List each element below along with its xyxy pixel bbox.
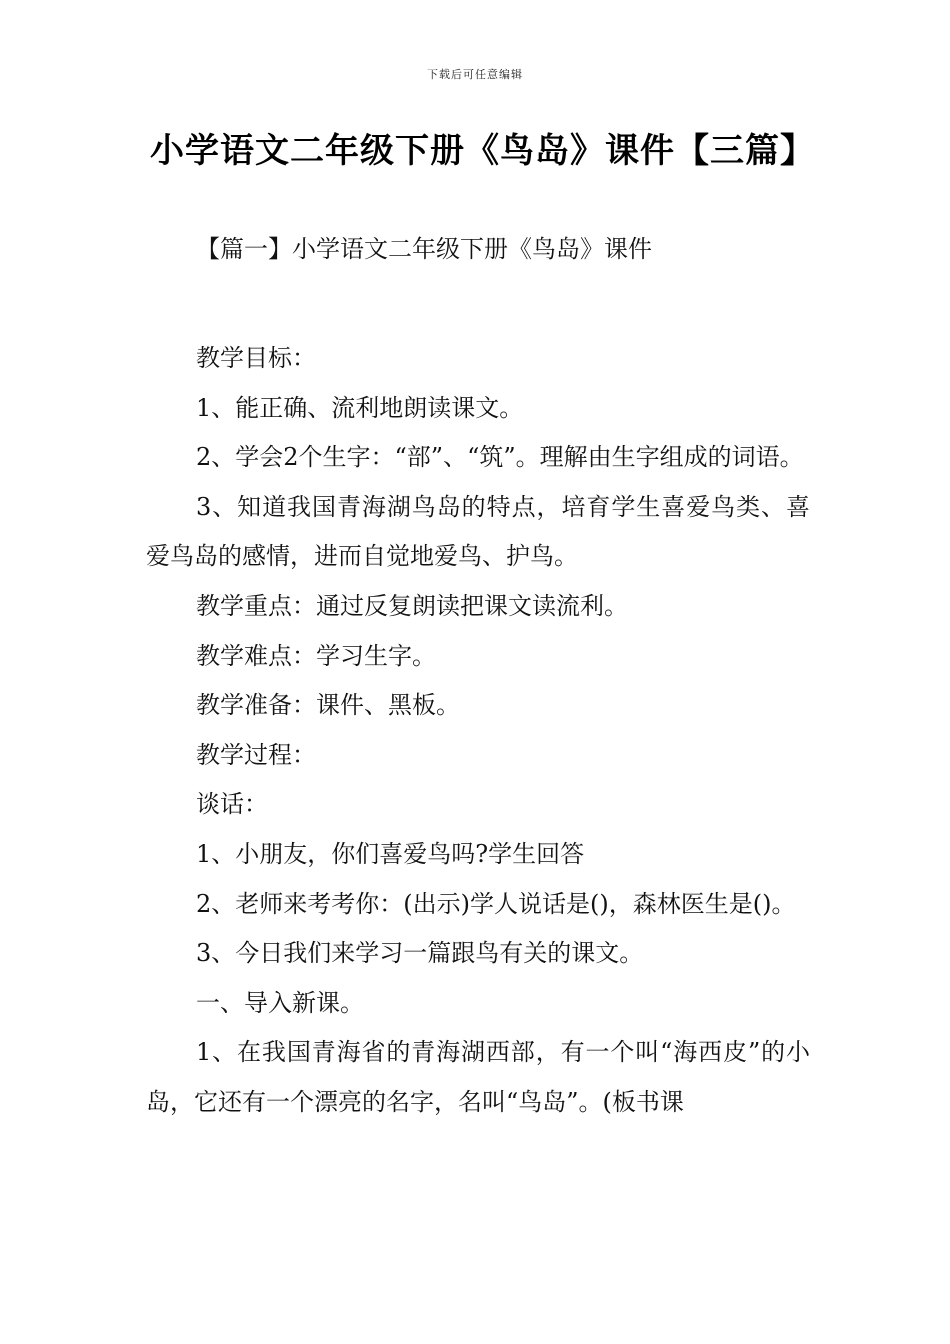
paragraph-section-1: 一、导入新课。 [196,988,364,1017]
header-note: 下载后可任意编辑 [427,68,523,81]
paragraph-goal-3: 3、知道我国青海湖鸟岛的特点，培育学生喜爱鸟类、喜爱鸟岛的感情，进而自觉地爱鸟、护鸟。 [146,492,810,571]
paragraph-talk-3: 3、今日我们来学习一篇跟鸟有关的课文。 [196,939,644,968]
paragraph-difficulty: 教学难点：学习生字。 [196,641,436,670]
paragraph-preparation: 教学准备：课件、黑板。 [196,691,460,720]
paragraph-key-point: 教学重点：通过反复朗读把课文读流利。 [196,591,628,620]
paragraph-talk: 谈话： [196,790,268,819]
paragraph-talk-2: 2、老师来考考你：(出示)学人说话是()，森林医生是()。 [196,889,796,918]
document-subtitle: 【篇一】小学语文二年级下册《鸟岛》课件 [196,235,652,263]
document-body [146,334,810,1128]
paragraph-teaching-goals: 教学目标： [196,344,316,372]
paragraph-section-1-item-1: 1、在我国青海省的青海湖西部，有一个叫“海西皮”的小岛，它还有一个漂亮的名字，名叫“鸟岛”。(板书课 [146,1038,810,1116]
paragraph-goal-1: 1、能正确、流利地朗读课文。 [196,393,524,422]
paragraph-process: 教学过程： [196,740,316,769]
paragraph-goal-2: 2、学会2个生字：“部”、“筑”。理解由生字组成的词语。 [196,443,804,472]
document-title: 小学语文二年级下册《鸟岛》课件【三篇】 [150,131,815,171]
paragraph-talk-1: 1、小朋友，你们喜爱鸟吗?学生回答 [196,839,585,868]
